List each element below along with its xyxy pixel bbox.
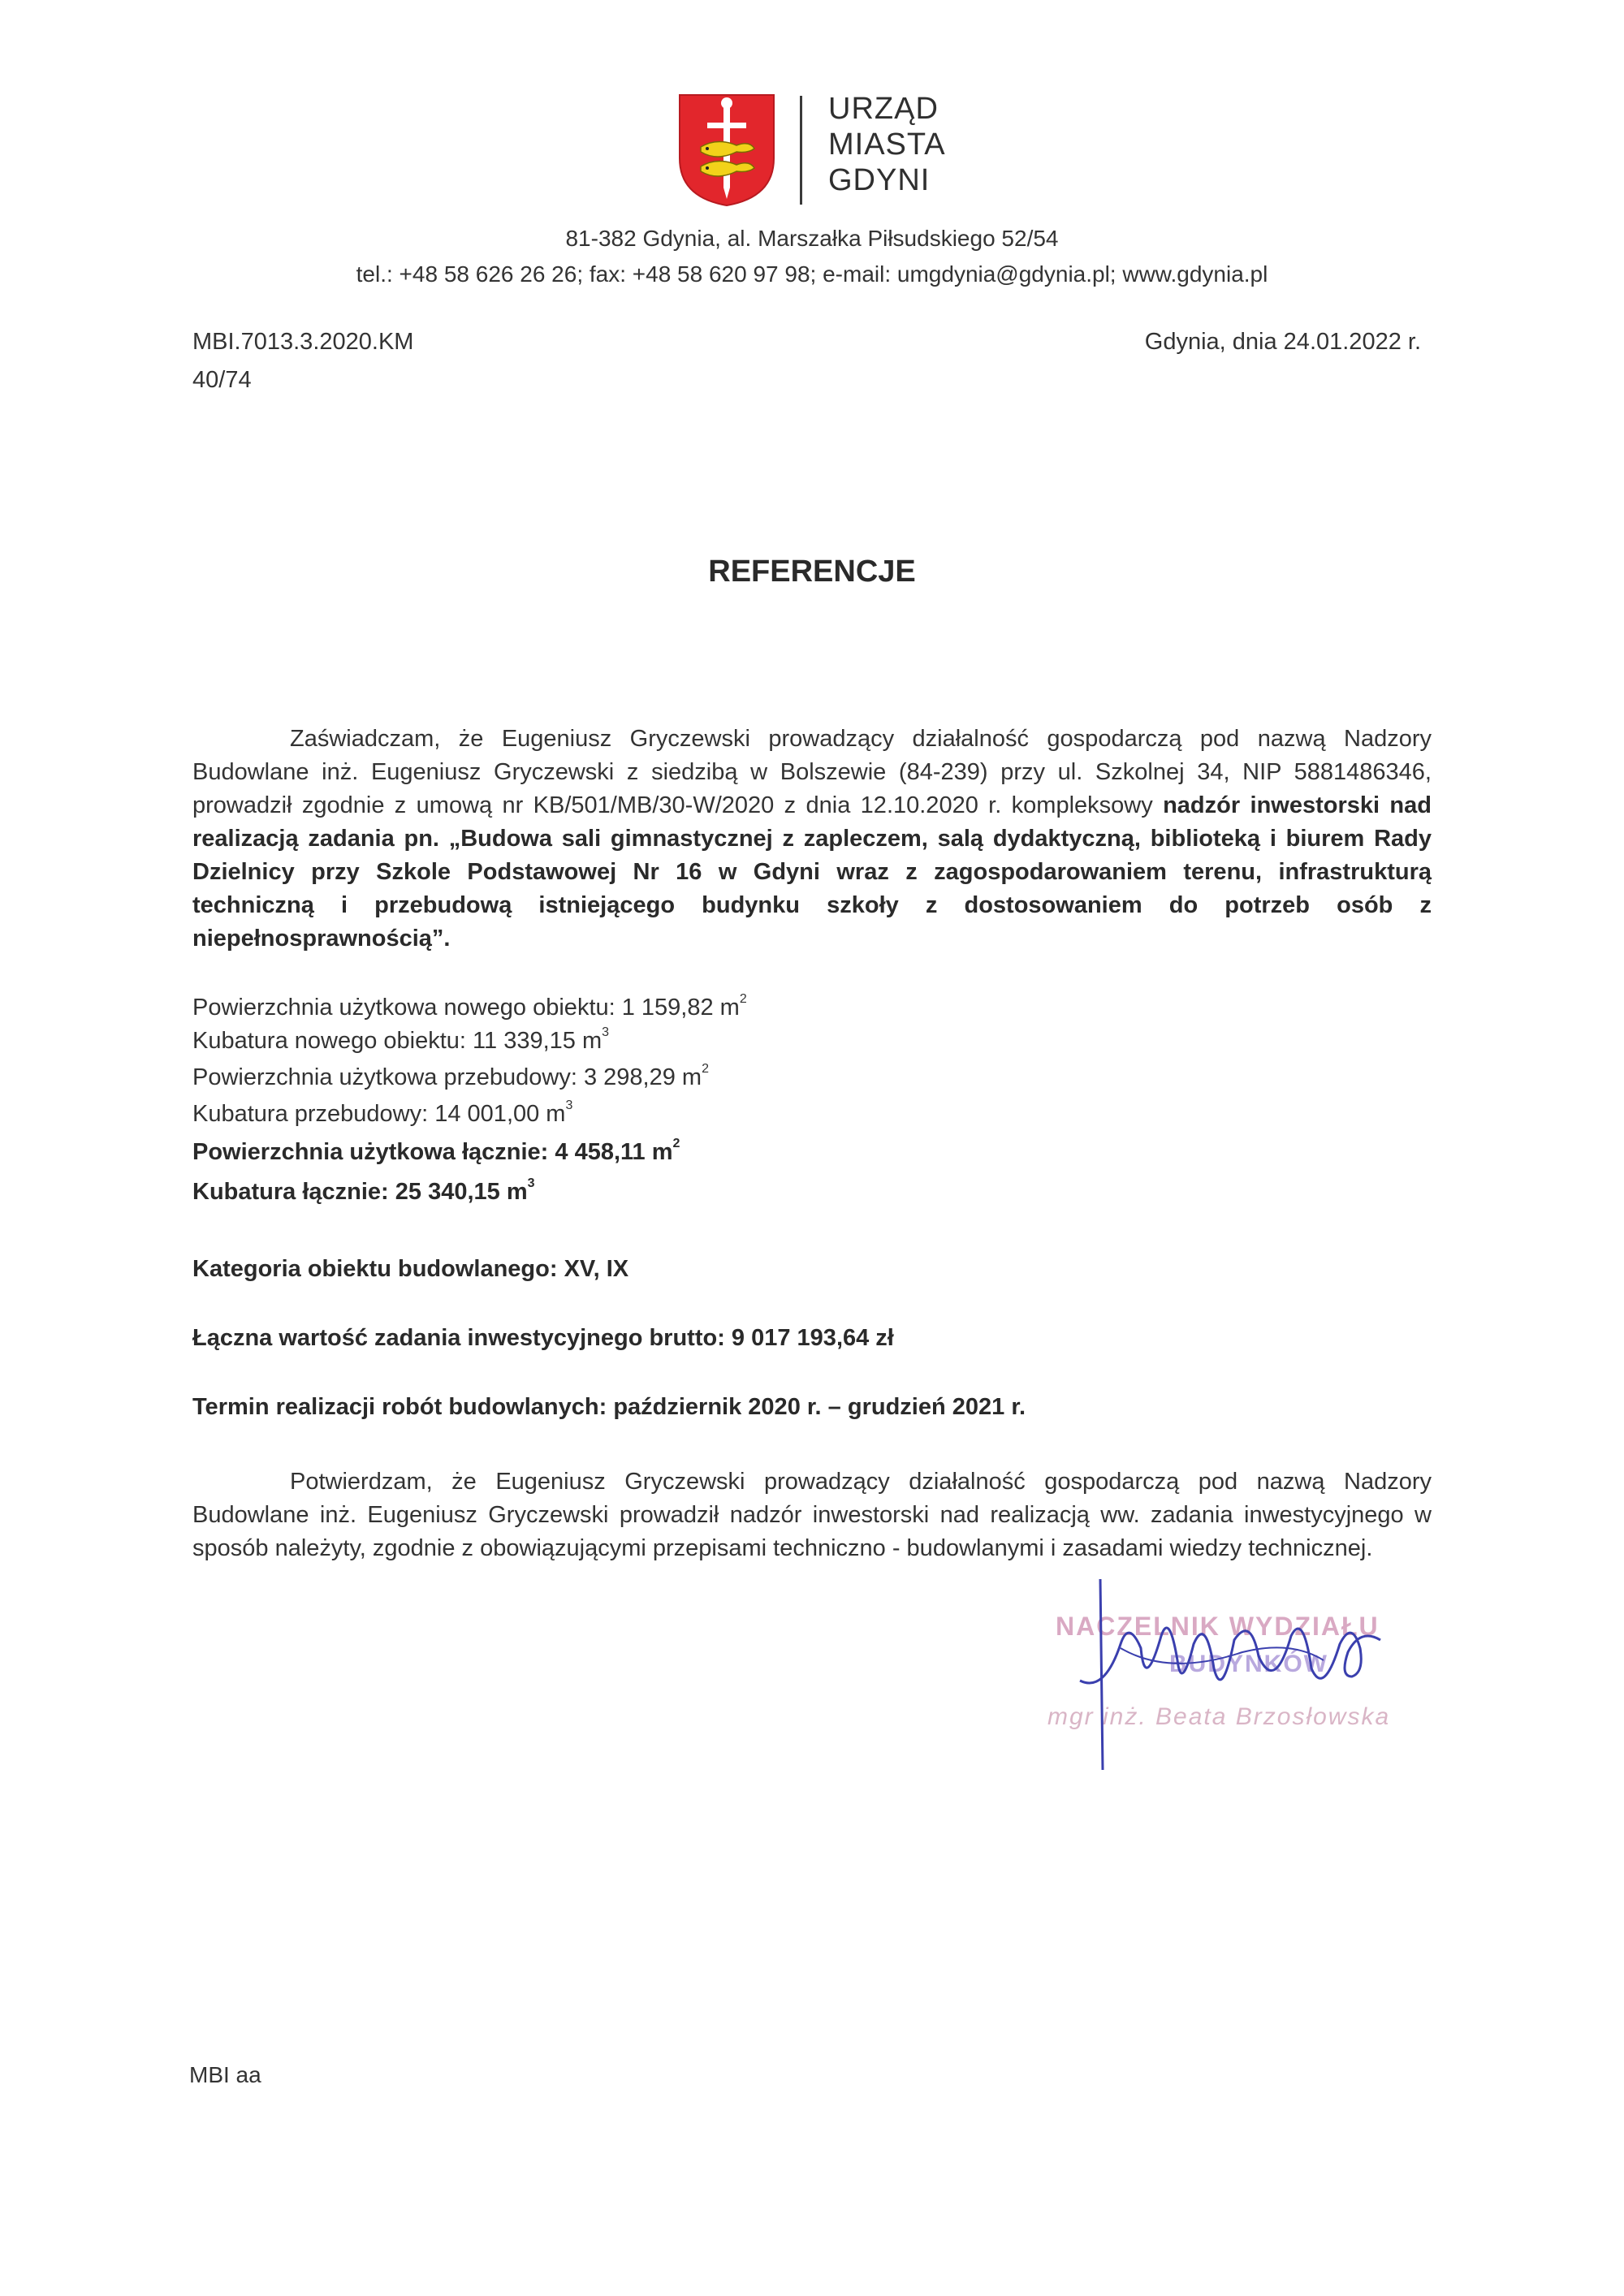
signature-stamp-icon	[1031, 1571, 1413, 1774]
office-contact: tel.: +48 58 626 26 26; fax: +48 58 620 97 98; e-mail: umgdynia@gdynia.pl; www.gdynia.pl	[356, 261, 1268, 287]
stamp-department: BUDYNKÓW	[1169, 1651, 1328, 1677]
stat-unit-exponent: 3	[565, 1098, 573, 1113]
stat-line	[192, 992, 747, 1021]
reference-sub-number: 40/74	[192, 367, 252, 393]
confirmation-text: Potwierdzam, że Eugeniusz Gryczewski prowadzący działalność gospodarczą pod nazwą Nadzory Budowlane inż. Eugeniusz Gryczewski prowadził nadzór inwestorski nad realizacją ww. zadania inwestycyjnego w sposób należyty, zgodnie z obowiązującymi przepisami techniczno - budowlanymi i zasadami wiedzy technicznej.	[192, 1469, 1432, 1561]
stat-label: Kubatura przebudowy: 14 001,00 m	[192, 1101, 566, 1127]
stat-line	[192, 1025, 610, 1055]
investment-value: Łączna wartość zadania inwestycyjnego brutto: 9 017 193,64 zł	[192, 1325, 894, 1351]
stat-unit-exponent: 2	[739, 992, 747, 1007]
stamp-signatory: mgr inż. Beata Brzosłowska	[1047, 1703, 1391, 1730]
gdynia-coat-of-arms-icon	[678, 93, 775, 207]
reference-number: MBI.7013.3.2020.KM	[192, 329, 414, 355]
stat-unit-exponent: 2	[702, 1062, 709, 1077]
office-name	[828, 91, 946, 198]
stat-unit-exponent: 3	[602, 1025, 610, 1040]
office-name-line: GDYNI	[828, 163, 931, 197]
stat-unit-exponent: 2	[672, 1137, 680, 1151]
stat-label: Kubatura łącznie: 25 340,15 m	[192, 1179, 528, 1205]
footer-code: MBI aa	[189, 2062, 261, 2087]
stat-label: Powierzchnia użytkowa przebudowy: 3 298,29 m	[192, 1064, 702, 1090]
construction-term: Termin realizacji robót budowlanych: październik 2020 r. – grudzień 2021 r.	[192, 1394, 1026, 1420]
stamp-title: NACZELNIK WYDZIAŁU	[1056, 1612, 1380, 1641]
stat-unit-exponent: 3	[527, 1176, 535, 1191]
stat-label: Powierzchnia użytkowa łącznie: 4 458,11 m	[192, 1139, 673, 1165]
header-divider	[800, 96, 802, 205]
certification-bold-text: nadzór inwestorski nad realizacją zadania pn. „Budowa sali gimnastycznej z zapleczem, salą dydaktyczną, biblioteką i biurem Rady Dzielnicy przy Szkole Podstawowej Nr 16 w Gdyni wraz z zagospodarowaniem terenu, infrastrukturą techniczną i przebudową istniejącego budynku szkoły z dostosowaniem do potrzeb osób z niepełnosprawnością”.	[192, 792, 1432, 952]
certification-paragraph	[192, 723, 1432, 956]
stat-line-total	[192, 1176, 535, 1206]
stat-label: Kubatura nowego obiektu: 11 339,15 m	[192, 1028, 603, 1054]
office-address: 81-382 Gdynia, al. Marszałka Piłsudskiego 52/54	[565, 226, 1059, 251]
stat-line-total	[192, 1139, 680, 1166]
document-title: REFERENCJE	[708, 555, 916, 589]
stat-label: Powierzchnia użytkowa nowego obiektu: 1 159,82 m	[192, 995, 740, 1021]
stat-line	[192, 1064, 709, 1091]
confirmation-paragraph	[192, 1465, 1432, 1565]
office-name-line: MIASTA	[828, 127, 946, 162]
building-category: Kategoria obiektu budowlanego: XV, IX	[192, 1256, 629, 1282]
document-date: Gdynia, dnia 24.01.2022 r.	[1144, 329, 1421, 355]
stat-line	[192, 1098, 573, 1128]
office-name-line: URZĄD	[828, 92, 939, 126]
certification-text: Zaświadczam, że Eugeniusz Gryczewski prowadzący działalność gospodarczą pod nazwą Nadzory Budowlane inż. Eugeniusz Gryczewski z siedzibą w Bolszewie (84-239) przy ul. Szkolnej 34, NIP 5881486346, prowadził zgodnie z umową nr KB/501/MB/30-W/2020 z dnia 12.10.2020 r. kompleksowy	[192, 726, 1432, 818]
